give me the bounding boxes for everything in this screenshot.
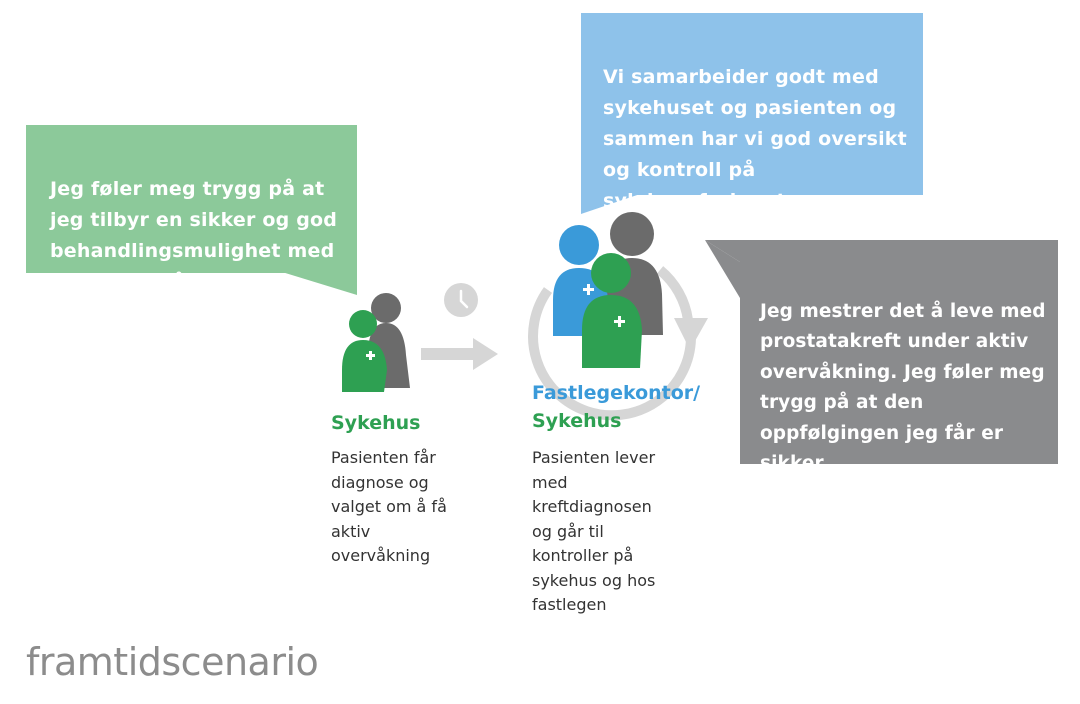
gp-stage-title-line1: Fastlegekontor/ — [532, 382, 701, 404]
hospital-people-icon — [342, 293, 410, 392]
gp-quote-text: Vi samarbeider godt med sykehuset og pasienten og sammen har vi god oversikt og kontroll på sykdomsforløpet. — [603, 66, 907, 212]
hospital-stage-description: Pasienten får diagnose og valget om å få aktiv overvåkning — [331, 448, 447, 565]
gp-stage-description: Pasienten lever med kreftdiagnosen og går til kontroller på sykehus og hos fastlegen — [532, 448, 656, 614]
clock-icon — [444, 283, 478, 317]
hospital-quote-text: Jeg føler meg trygg på at jeg tilbyr en sikker og god behandlingsmulighet med aktiv overvåkning. — [50, 178, 338, 293]
arrow-right-icon — [421, 338, 498, 370]
brand-wordmark: framtidscenario — [26, 640, 319, 684]
gp-stage-title-line2: Sykehus — [532, 410, 622, 432]
patient-quote-text: Jeg mestrer det å leve med prostatakreft under aktiv overvåkning. Jeg føler meg trygg på at den oppfølgingen jeg får er sikker. — [760, 300, 1046, 474]
gp-people-icon — [553, 212, 663, 368]
hospital-stage-title: Sykehus — [331, 412, 421, 434]
